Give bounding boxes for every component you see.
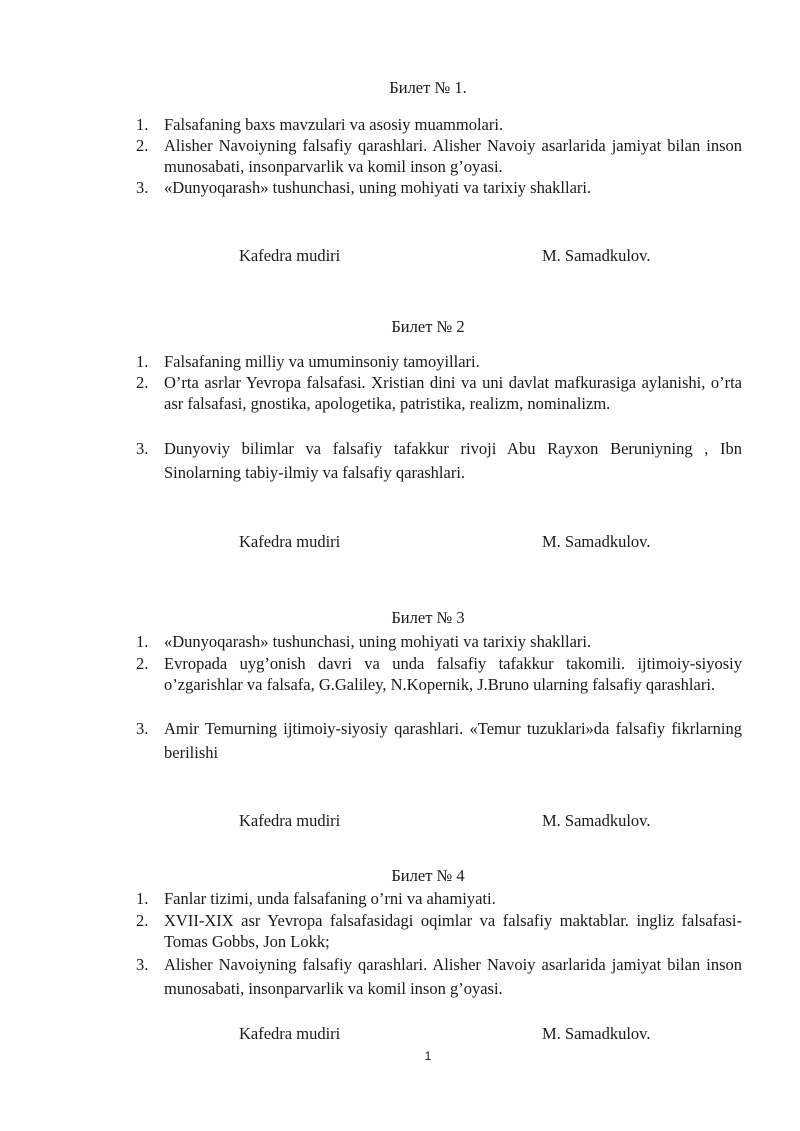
question-text: O’rta asrlar Yevropa falsafasi. Xristian dini va uni davlat mafkurasiga aylanishi, o’rta asr falsafasi, gnostika, apologetika, patristika, realizm, nominalizm. <box>164 373 742 413</box>
ticket-2-title: Билет № 2 <box>391 317 465 336</box>
page-number: 1 <box>424 1049 432 1063</box>
question-text: «Dunyoqarash» tushunchasi, uning mohiyati va tarixiy shakllari. <box>164 632 592 651</box>
question-number: 1. <box>136 352 149 371</box>
question-text: Alisher Navoiyning falsafiy qarashlari. Alisher Navoiy asarlarida jamiyat bilan inson munosabati, insonparvarlik va komil inson g’oyasi. <box>164 955 742 998</box>
question-text: Dunyoviy bilimlar va falsafiy tafakkur rivoji Abu Rayxon Beruniyning , Ibn Sinolarning tabiy-ilmiy va falsafiy qarashlari. <box>164 439 742 482</box>
question-number: 1. <box>136 889 149 908</box>
ticket-3-signature-role: Kafedra mudiri <box>239 811 341 830</box>
ticket-3-signature-name: M. Samadkulov. <box>542 811 651 830</box>
question-text: Falsafaning milliy va umuminsoniy tamoyillari. <box>164 352 480 371</box>
question-number: 2. <box>136 654 149 673</box>
ticket-4-title: Билет № 4 <box>391 866 465 885</box>
question-text: Amir Temurning ijtimoiy-siyosiy qarashlari. «Temur tuzuklari»da falsafiy fikrlarning berilishi <box>164 719 742 762</box>
ticket-1-title: Билет № 1. <box>389 78 467 97</box>
question-text: Fanlar tizimi, unda falsafaning o’rni va ahamiyati. <box>164 889 496 908</box>
ticket-4-signature-name: M. Samadkulov. <box>542 1024 651 1043</box>
question-number: 3. <box>136 439 149 458</box>
question-text: Alisher Navoiyning falsafiy qarashlari. Alisher Navoiy asarlarida jamiyat bilan inson munosabati, insonparvarlik va komil inson g’oyasi. <box>164 136 742 176</box>
ticket-1-signature-name: M. Samadkulov. <box>542 246 651 265</box>
question-text: «Dunyoqarash» tushunchasi, uning mohiyati va tarixiy shakllari. <box>164 178 592 197</box>
question-number: 3. <box>136 719 149 738</box>
question-text: Evropada uyg’onish davri va unda falsafiy tafakkur takomili. ijtimoiy-siyosiy o’zgarishlar va falsafa, G.Galiley, N.Kopernik, J.Bruno ularning falsafiy qarashlari. <box>164 654 742 694</box>
question-number: 2. <box>136 911 149 930</box>
ticket-2-question-3 <box>136 437 742 485</box>
ticket-1-question-2 <box>136 135 742 177</box>
question-number: 3. <box>136 955 149 974</box>
question-number: 2. <box>136 136 149 155</box>
ticket-1-question-1 <box>136 114 742 135</box>
question-text: XVII-XIX asr Yevropa falsafasidagi oqimlar va falsafiy maktablar. ingliz falsafasi-Tomas Gobbs, Jon Lokk; <box>164 911 742 951</box>
ticket-3-question-1 <box>136 631 742 652</box>
ticket-4-signature-role: Kafedra mudiri <box>239 1024 341 1043</box>
ticket-2-signature-name: M. Samadkulov. <box>542 532 651 551</box>
ticket-3-question-2 <box>136 653 742 695</box>
question-number: 1. <box>136 632 149 651</box>
question-text: Falsafaning baxs mavzulari va asosiy muammolari. <box>164 115 504 134</box>
ticket-1-question-3 <box>136 177 742 198</box>
ticket-4-question-3 <box>136 953 742 1001</box>
question-number: 1. <box>136 115 149 134</box>
question-number: 3. <box>136 178 149 197</box>
ticket-4-question-2 <box>136 910 742 952</box>
ticket-3-title: Билет № 3 <box>391 608 465 627</box>
ticket-2-question-2 <box>136 372 742 414</box>
question-number: 2. <box>136 373 149 392</box>
ticket-2-question-1 <box>136 351 742 372</box>
ticket-4-question-1 <box>136 888 742 909</box>
ticket-1-signature-role: Kafedra mudiri <box>239 246 341 265</box>
ticket-3-question-3 <box>136 717 742 765</box>
ticket-2-signature-role: Kafedra mudiri <box>239 532 341 551</box>
